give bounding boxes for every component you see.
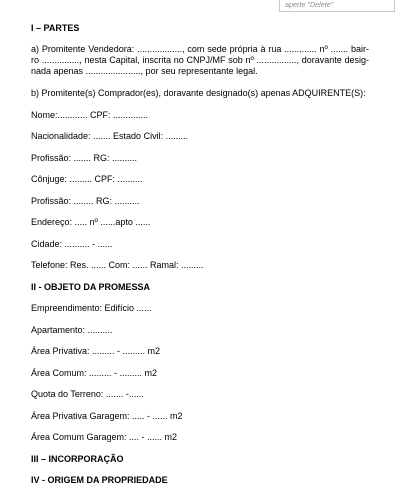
tooltip-line-2: aperte "Delete" bbox=[285, 0, 334, 9]
section-heading-partes: I – PARTES bbox=[31, 23, 80, 33]
field-profissao-conjuge: Profissão: ........ RG: .......... bbox=[31, 196, 140, 206]
field-nacionalidade: Nacionalidade: ....... Estado Civil: ......... bbox=[31, 131, 189, 141]
section-heading-origem-propriedade: IV - ORIGEM DA PROPRIEDADE bbox=[31, 475, 168, 485]
field-endereco: Endereço: ..... nº ......apto ...... bbox=[31, 217, 151, 227]
delete-hint-tooltip bbox=[279, 0, 395, 12]
field-area-privativa: Área Privativa: ......... - ......... m2 bbox=[31, 346, 161, 356]
field-conjuge: Cônjuge: ......... CPF: .......... bbox=[31, 174, 143, 184]
field-cidade: Cidade: .......... - ...... bbox=[31, 239, 113, 249]
field-area-comum-garagem: Área Comum Garagem: .... - ...... m2 bbox=[31, 432, 178, 442]
field-area-comum: Área Comum: ......... - ......... m2 bbox=[31, 368, 158, 378]
vendedora-line-3: nada apenas ......................, por seu representante legal. bbox=[31, 66, 258, 76]
field-telefone: Telefone: Res. ...... Com: ...... Ramal: ......... bbox=[31, 260, 204, 270]
field-area-privativa-garagem: Área Privativa Garagem: ..... - ...... m2 bbox=[31, 411, 183, 421]
field-profissao: Profissão: ....... RG: .......... bbox=[31, 153, 138, 163]
vendedora-line-2: ro ..............., nesta Capital, inscrita no CNPJ/MF sob nº ................, doravante desig- bbox=[31, 55, 369, 65]
vendedora-line-1: a) Promitente Vendedora: .................., com sede própria à rua ............. nº ....... bair- bbox=[31, 44, 369, 54]
section-heading-incorporacao: III – INCORPORAÇÃO bbox=[31, 454, 124, 464]
field-apartamento: Apartamento: .......... bbox=[31, 325, 113, 335]
paragraph-promitente-vendedora bbox=[31, 44, 369, 77]
field-empreendimento: Empreendimento: Edifício ...... bbox=[31, 303, 152, 313]
field-quota-terreno: Quota do Terreno: ....... -...... bbox=[31, 389, 144, 399]
section-heading-objeto: II - OBJETO DA PROMESSA bbox=[31, 282, 151, 292]
paragraph-promitente-comprador: b) Promitente(s) Comprador(es), doravante designado(s) apenas ADQUIRENTE(S): bbox=[31, 88, 366, 98]
field-nome: Nome:............ CPF: .............. bbox=[31, 110, 149, 120]
